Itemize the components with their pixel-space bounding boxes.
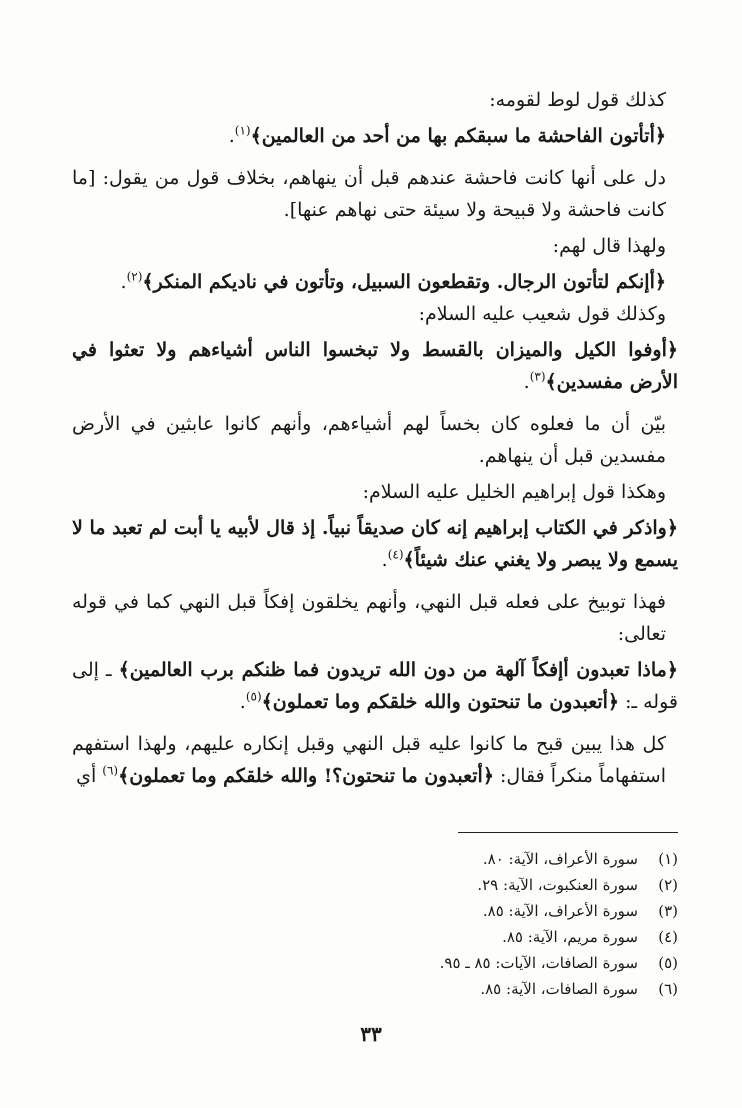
verse-text: ﴿ماذا تعبدون أإفكاً آلهة من دون الله تريدون فما ظنكم برب العالمين﴾ <box>118 659 678 681</box>
paragraph <box>72 408 678 472</box>
text: أي <box>76 765 97 787</box>
footnotes <box>78 846 678 1002</box>
footnote-number: (٤) <box>658 928 678 946</box>
paragraph <box>72 84 678 116</box>
footnote-text: سورة العنكبوت، الآية: ٢٩. <box>477 876 638 894</box>
footnote-ref: (٤) <box>387 547 404 562</box>
footnote-text: سورة مريم، الآية: ٨٥. <box>502 928 638 946</box>
paragraph <box>72 298 678 330</box>
text: وكذلك قول شعيب عليه السلام: <box>418 303 666 325</box>
footnote-text: سورة الأعراف، الآية: ٨٠. <box>482 850 638 868</box>
footnote-text: سورة الصافات، الآيات: ٨٥ ـ ٩٥. <box>439 954 638 972</box>
footnote-number: (٥) <box>658 954 678 972</box>
verse-text: ﴿أتعبدون ما تنحتون والله خلقكم وما تعملون﴾ <box>261 691 620 713</box>
text: كذلك قول لوط لقومه: <box>489 89 666 111</box>
quran-quote: ﴿أتأتون الفاحشة ما سبقكم بها من أحد من العالمين﴾$^{(١)}$. <box>228 123 666 147</box>
footnote-number: (٦) <box>658 980 678 998</box>
paragraph <box>72 586 678 650</box>
paragraph <box>72 230 678 262</box>
text: فهذا توبيخ على فعله قبل النهي، وأنهم يخلقون إفكاً قبل النهي كما في قوله تعالى: <box>72 591 666 645</box>
footnote-separator <box>458 832 678 833</box>
verse-text: ﴿واذكر في الكتاب إبراهيم إنه كان صديقاً نبياً. إذ قال لأبيه يا أبت لم تعبد ما لا يسمع ولا يبصر ولا يغني عنك شيئاً﴾ <box>72 517 678 571</box>
verse-text: ﴿أتأتون الفاحشة ما سبقكم بها من أحد من العالمين﴾ <box>250 125 666 147</box>
footnote-number: (٣) <box>658 902 678 920</box>
footnote-item <box>78 898 678 924</box>
footnote-item <box>78 976 678 1002</box>
verse-text: ﴿أتعبدون ما تنحتون؟! والله خلقكم وما تعملون﴾ <box>118 765 494 787</box>
text: ـ إلى قوله ـ: <box>72 659 678 713</box>
paragraph <box>72 728 678 792</box>
page-number: ٣٣ <box>360 1022 382 1046</box>
text: كل هذا يبين قبح ما كانوا عليه قبل النهي وقبل إنكاره عليهم، ولهذا استفهم استفهاماً منكراً فقال: <box>72 733 666 787</box>
footnote-item <box>78 846 678 872</box>
footnote-item <box>78 924 678 950</box>
footnote-ref: (٣) <box>529 369 546 384</box>
quran-quote: ﴿ماذا تعبدون أإفكاً آلهة من دون الله تريدون فما ظنكم برب العالمين﴾ ـ إلى قوله ـ: ﴿أتعبدون ما تنحتون والله خلقكم وما تعملون﴾$^{(٥)}$. <box>72 659 678 713</box>
text: دل على أنها كانت فاحشة عندهم قبل أن ينهاهم، بخلاف قول من يقول: [ما كانت فاحشة ولا قبيحة ولا سيئة حتى نهاهم عنها]. <box>72 167 666 221</box>
footnote-ref: (٦) <box>102 763 119 778</box>
paragraph <box>72 476 678 508</box>
quran-quote: ﴿أوفوا الكيل والميزان بالقسط ولا تبخسوا الناس أشياءهم ولا تعثوا في الأرض مفسدين﴾$^{(٣)}$. <box>72 339 678 393</box>
text: بيّن أن ما فعلوه كان بخساً لهم أشياءهم، وأنهم كانوا عابثين في الأرض مفسدين قبل أن ينهاهم. <box>72 413 666 467</box>
footnote-text: سورة الصافات، الآية: ٨٥. <box>480 980 638 998</box>
paragraph <box>72 162 678 226</box>
text: وهكذا قول إبراهيم الخليل عليه السلام: <box>362 481 666 503</box>
footnote-ref: (٥) <box>245 689 262 704</box>
text: ولهذا قال لهم: <box>552 235 666 257</box>
footnote-ref: (٢) <box>126 269 143 284</box>
footnote-item <box>78 950 678 976</box>
quran-quote: ﴿واذكر في الكتاب إبراهيم إنه كان صديقاً نبياً. إذ قال لأبيه يا أبت لم تعبد ما لا يسمع ولا يبصر ولا يغني عنك شيئاً﴾$^{(٤)}$. <box>72 517 678 571</box>
verse-text: ﴿أإنكم لتأتون الرجال. وتقطعون السبيل، وتأتون في ناديكم المنكر﴾ <box>142 271 666 293</box>
quran-quote: ﴿أإنكم لتأتون الرجال. وتقطعون السبيل، وتأتون في ناديكم المنكر﴾$^{(٢)}$. <box>120 269 666 293</box>
footnote-number: (١) <box>658 850 678 868</box>
footnote-ref: (١) <box>234 123 251 138</box>
footnote-text: سورة الأعراف، الآية: ٨٥. <box>482 902 638 920</box>
verse-text: ﴿أوفوا الكيل والميزان بالقسط ولا تبخسوا الناس أشياءهم ولا تعثوا في الأرض مفسدين﴾ <box>72 339 678 393</box>
footnote-item <box>78 872 678 898</box>
footnote-number: (٢) <box>658 876 678 894</box>
